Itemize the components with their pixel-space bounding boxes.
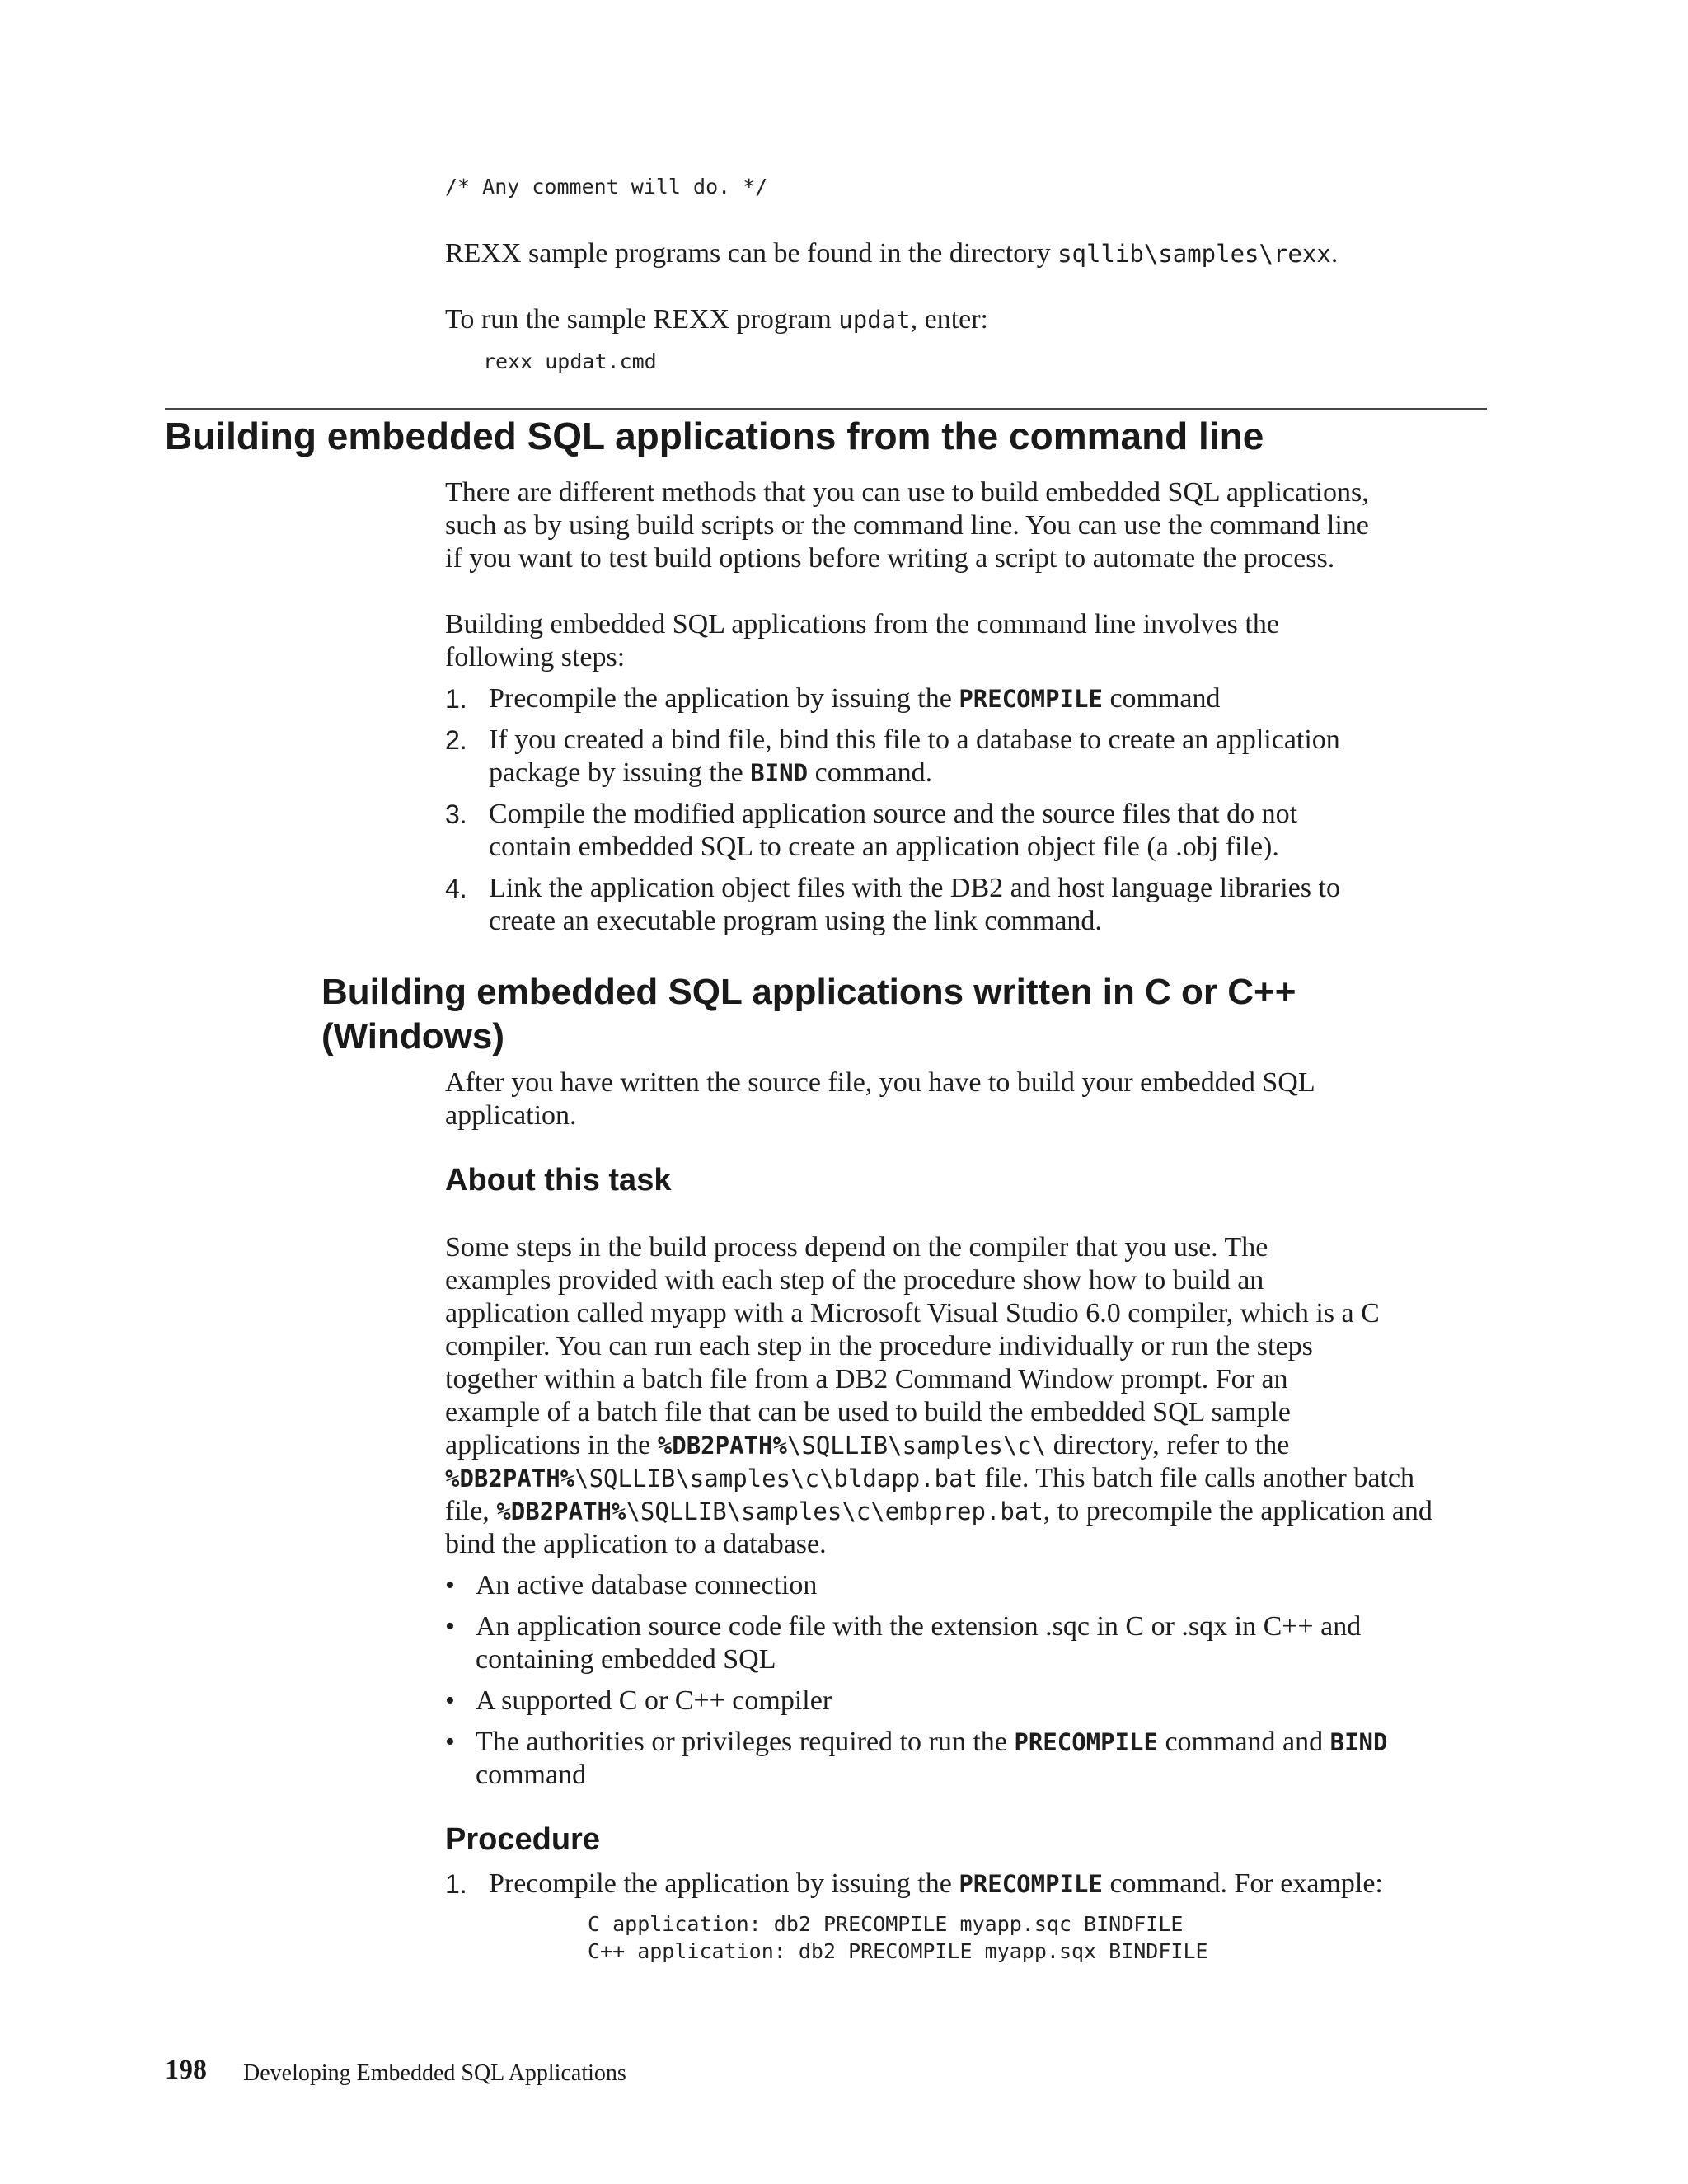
step-3-text-line1: Compile the modified application source and the source files that do not	[489, 799, 1298, 829]
about-line: application called myapp with a Microsoft Visual Studio 6.0 compiler, which is a C	[445, 1298, 1380, 1329]
precompile-command: PRECOMPILE	[959, 685, 1103, 713]
embprep-path: \SQLLIB\samples\c\embprep.bat	[626, 1497, 1043, 1526]
prereq-item: The authorities or privileges required to run the PRECOMPILE command and BIND	[476, 1727, 1388, 1757]
samples-directory-path: \SQLLIB\samples\c\	[786, 1432, 1047, 1460]
db2path-variable: %DB2PATH%	[657, 1432, 787, 1460]
about-line: example of a batch file that can be used to build the embedded SQL sample	[445, 1397, 1291, 1427]
section1-paragraph2-line1: Building embedded SQL applications from the command line involves the	[445, 609, 1279, 640]
bullet-marker: •	[445, 1611, 455, 1642]
page-number: 198	[165, 2055, 207, 2085]
rexx-directory-path: sqllib\samples\rexx	[1057, 240, 1331, 268]
step-number: 2.	[445, 725, 467, 755]
precompile-command: PRECOMPILE	[959, 1870, 1103, 1898]
bldapp-path: \SQLLIB\samples\c\bldapp.bat	[574, 1465, 978, 1493]
about-line: compiler. You can run each step in the procedure individually or run the steps	[445, 1331, 1313, 1361]
about-line: examples provided with each step of the procedure show how to build an	[445, 1265, 1264, 1296]
about-line: applications in the %DB2PATH%\SQLLIB\samples\c\ directory, refer to the	[445, 1430, 1290, 1460]
program-name: updat	[838, 306, 911, 334]
prereq-item: An active database connection	[476, 1570, 818, 1601]
section-heading-c-cpp-line2: (Windows)	[321, 1016, 504, 1057]
db2path-variable: %DB2PATH%	[496, 1497, 626, 1526]
db2path-variable: %DB2PATH%	[445, 1465, 575, 1493]
about-line: %DB2PATH%\SQLLIB\samples\c\bldapp.bat file. This batch file calls another batch	[445, 1463, 1414, 1493]
section1-paragraph1-line1: There are different methods that you can use to build embedded SQL applications,	[445, 477, 1369, 508]
section-heading-c-cpp-line1: Building embedded SQL applications written in C or C++	[321, 972, 1296, 1012]
section-heading-command-line: Building embedded SQL applications from the command line	[165, 415, 1264, 457]
section2-intro-line1: After you have written the source file, you have to build your embedded SQL	[445, 1067, 1315, 1098]
step-2-text-line1: If you created a bind file, bind this file to a database to create an application	[489, 724, 1340, 755]
about-line: Some steps in the build process depend on the compiler that you use. The	[445, 1232, 1268, 1263]
about-line: file, %DB2PATH%\SQLLIB\samples\c\embprep.bat, to precompile the application and	[445, 1496, 1432, 1526]
step-4-text-line2: create an executable program using the link command.	[489, 906, 1102, 936]
precompile-command: PRECOMPILE	[1014, 1728, 1158, 1756]
step-number: 1.	[445, 684, 467, 714]
bullet-marker: •	[445, 1727, 455, 1757]
run-sample-paragraph: To run the sample REXX program updat, enter:	[445, 304, 989, 335]
about-task-heading: About this task	[445, 1163, 672, 1197]
prereq-item-continuation: containing embedded SQL	[476, 1644, 776, 1675]
step-2-text-line2: package by issuing the BIND command.	[489, 757, 933, 788]
section2-intro-line2: application.	[445, 1100, 577, 1131]
bullet-marker: •	[445, 1685, 455, 1716]
procedure-step-1-text: Precompile the application by issuing the PRECOMPILE command. For example:	[489, 1868, 1383, 1899]
prereq-item: A supported C or C++ compiler	[476, 1685, 832, 1716]
section1-paragraph2-line2: following steps:	[445, 642, 626, 673]
bind-command: BIND	[1329, 1728, 1388, 1756]
about-line: bind the application to a database.	[445, 1529, 827, 1559]
code-example-cpp: C++ application: db2 PRECOMPILE myapp.sqx BINDFILE	[588, 1939, 1208, 1963]
step-1-text: Precompile the application by issuing the PRECOMPILE command	[489, 683, 1221, 714]
bind-command: BIND	[750, 759, 809, 787]
section1-paragraph1-line2: such as by using build scripts or the command line. You can use the command line	[445, 510, 1369, 541]
step-number: 3.	[445, 799, 467, 829]
section-divider	[165, 408, 1487, 410]
section1-paragraph1-line3: if you want to test build options before writing a script to automate the process.	[445, 543, 1335, 574]
run-command-code: rexx updat.cmd	[483, 349, 657, 373]
comment-code: /* Any comment will do. */	[445, 175, 768, 199]
bullet-marker: •	[445, 1570, 455, 1601]
rexx-location-paragraph: REXX sample programs can be found in the directory sqllib\samples\rexx.	[445, 238, 1339, 269]
step-3-text-line2: contain embedded SQL to create an application object file (a .obj file).	[489, 832, 1279, 862]
code-example-c: C application: db2 PRECOMPILE myapp.sqc BINDFILE	[588, 1912, 1184, 1936]
step-number: 1.	[445, 1869, 467, 1899]
prereq-item-continuation: command	[476, 1760, 587, 1790]
step-4-text-line1: Link the application object files with the DB2 and host language libraries to	[489, 873, 1340, 903]
procedure-heading: Procedure	[445, 1822, 600, 1857]
about-line: together within a batch file from a DB2 Command Window prompt. For an	[445, 1364, 1288, 1394]
prereq-item: An application source code file with the extension .sqc in C or .sqx in C++ and	[476, 1611, 1362, 1642]
step-number: 4.	[445, 874, 467, 903]
book-title: Developing Embedded SQL Applications	[243, 2060, 626, 2086]
